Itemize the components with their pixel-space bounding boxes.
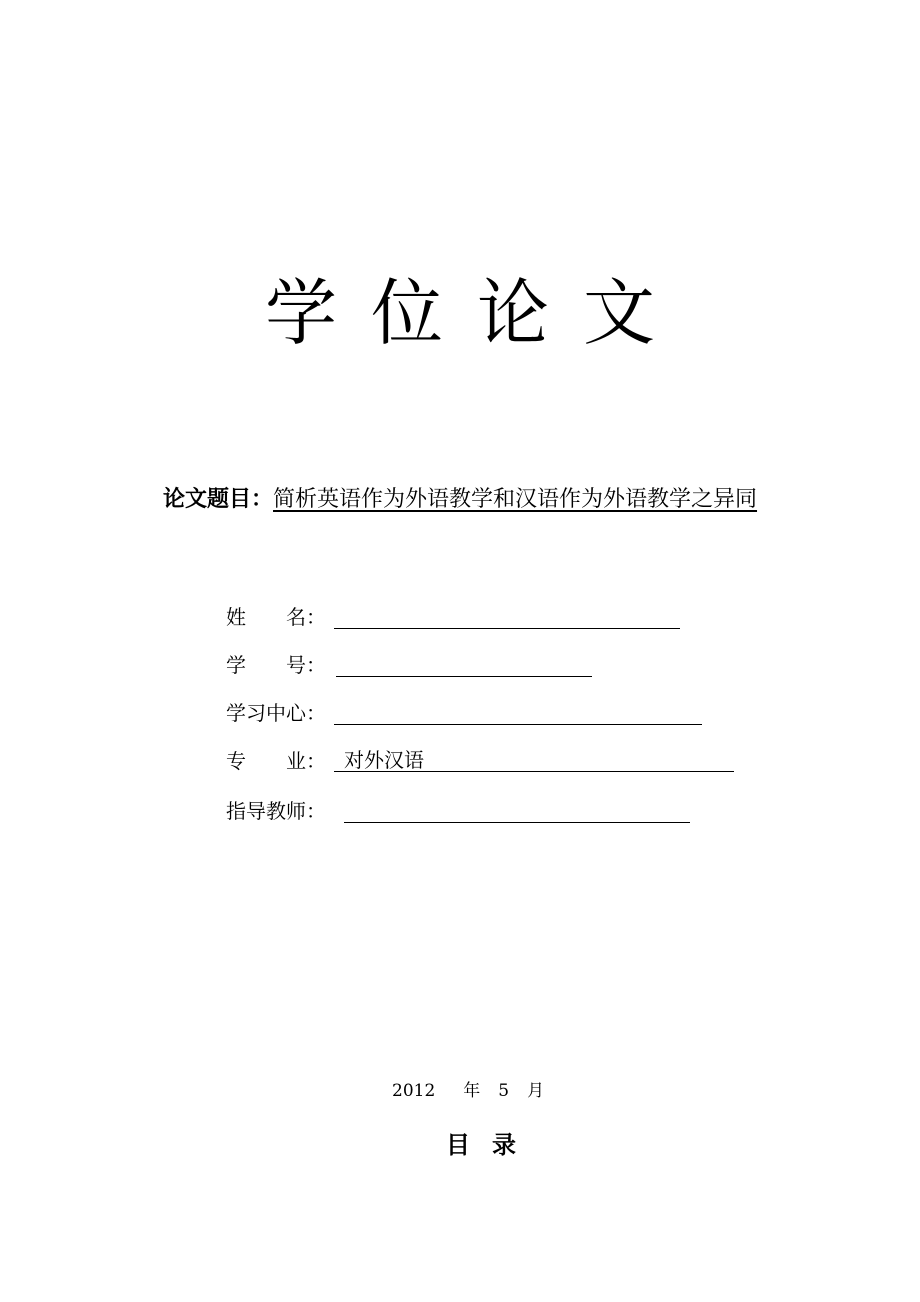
thesis-topic-value: 简析英语作为外语教学和汉语作为外语教学之异同 xyxy=(273,487,758,512)
field-study-center-label: 学习中心： xyxy=(226,701,326,725)
thesis-topic-label: 论文题目： xyxy=(163,487,274,512)
date-month: 5 xyxy=(498,1081,510,1101)
field-name-value xyxy=(334,604,680,629)
submission-date xyxy=(392,1078,544,1104)
field-study-center-value xyxy=(334,700,702,725)
date-year-unit: 年 xyxy=(463,1081,481,1101)
field-major-value: 对外汉语 xyxy=(334,748,734,772)
field-advisor xyxy=(226,796,326,826)
thesis-topic xyxy=(163,484,863,516)
date-year: 2012 xyxy=(392,1081,436,1101)
field-name-label: 姓 名： xyxy=(226,605,326,629)
field-major-label: 专 业： xyxy=(226,749,326,773)
field-advisor-value xyxy=(344,798,690,823)
field-study-center xyxy=(226,698,326,728)
field-major xyxy=(226,746,424,776)
field-student-id-value xyxy=(336,652,592,677)
date-month-unit: 月 xyxy=(527,1081,545,1101)
field-advisor-label: 指导教师： xyxy=(226,799,326,823)
table-of-contents-heading: 目录 xyxy=(446,1131,538,1159)
field-student-id xyxy=(226,650,326,680)
document-title: 学位论文 xyxy=(264,271,689,355)
field-name xyxy=(226,602,326,632)
field-student-id-label: 学 号： xyxy=(226,653,326,677)
